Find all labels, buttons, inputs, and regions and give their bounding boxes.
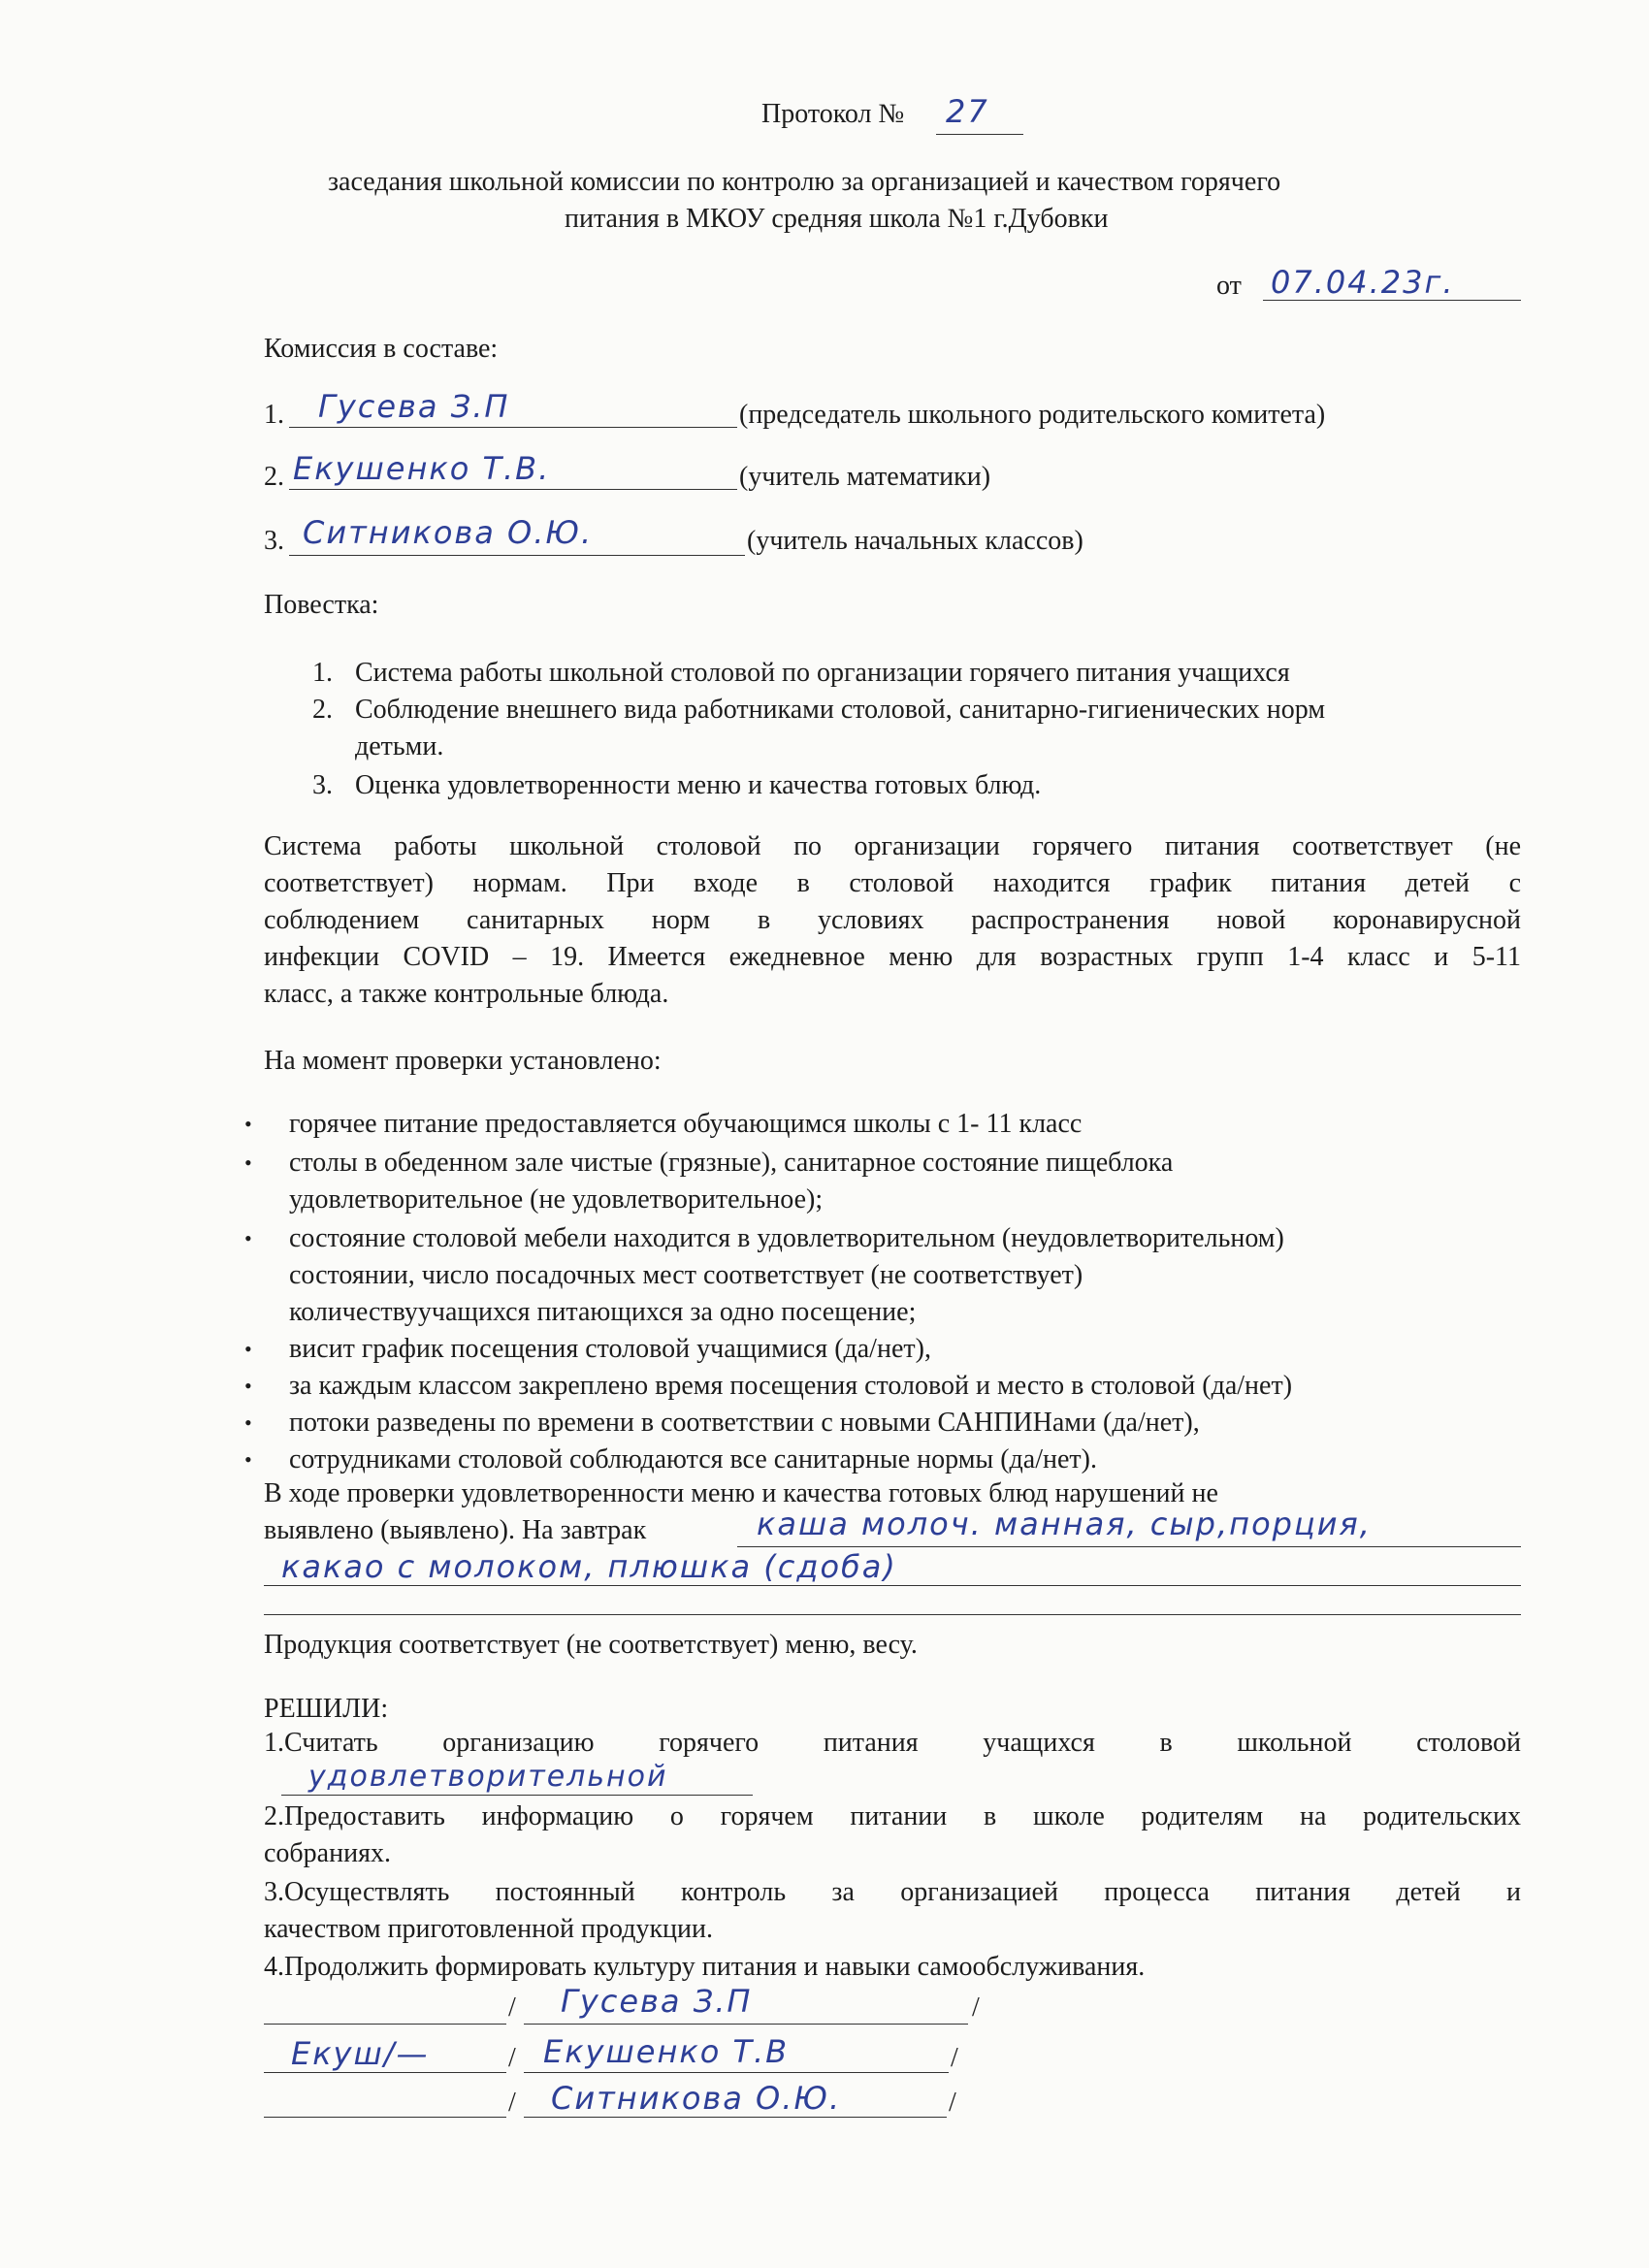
inspection-bullet-2-line-2: удовлетворительное (не удовлетворительное); (289, 1184, 824, 1215)
protocol-title (761, 97, 904, 132)
protocol-number: 27 (946, 93, 989, 130)
agenda-item-1-num: 1. (312, 658, 333, 688)
member-1-name: Гусева З.П (318, 388, 510, 425)
breakfast-handwritten-2: какао с молоком, плюшка (сдоба) (281, 1548, 897, 1585)
system-paragraph-line-4: инфекции COVID – 19. Имеется ежедневное меню для возрастных групп 1-4 класс и 5-11 (264, 942, 1521, 972)
inspection-bullet-3 (289, 1220, 1292, 1331)
system-paragraph-line-2: соответствует) нормам. При входе в столовой находится график питания детей с (264, 868, 1521, 898)
protocol-date: 07.04.23г. (1271, 264, 1455, 301)
agenda-item-1-text: Система работы школьной столовой по организации горячего питания учащихся (355, 658, 1290, 688)
inspection-bullet-4 (289, 1331, 1292, 1368)
decision-item-4: 4.Продолжить формировать культуру питания и навыки самообслуживания. (264, 1952, 1146, 1982)
member-1-num: 1. (264, 400, 284, 430)
inspection-bullet-1-line-1: горячее питание предоставляется обучающимся школы с 1- 11 класс (289, 1109, 1083, 1139)
system-paragraph-line-3: соблюдением санитарных норм в условиях распространения новой коронавирусной (264, 905, 1521, 935)
signature-1-sign-line (264, 2024, 506, 2025)
inspection-bullet-3-line-3: количествуучащихся питающихся за одно посещение; (289, 1297, 917, 1327)
product-line: Продукция соответствует (не соответствует) меню, весу. (264, 1630, 918, 1660)
decision-item-2-line-2: собраниях. (264, 1838, 391, 1868)
decision-heading: РЕШИЛИ: (264, 1694, 389, 1724)
agenda-item-2-text: Соблюдение внешнего вида работниками столовой, санитарно-гигиенических норм (355, 695, 1326, 725)
decision-item-3 (264, 1874, 1521, 1948)
inspection-bullet-2 (289, 1145, 1292, 1218)
inspection-bullet-6 (289, 1405, 1292, 1442)
member-2-line (289, 489, 737, 490)
signature-3-name: Ситникова О.Ю. (551, 2080, 842, 2117)
decision-item-2 (264, 1798, 1521, 1872)
system-paragraph-line-1: Система работы школьной столовой по организации горячего питания соответствует (не (264, 831, 1521, 861)
agenda-item-3 (312, 768, 1041, 803)
inspection-bullet-1 (289, 1106, 1292, 1143)
decision-item-3-line-1: 3.Осуществлять постоянный контроль за организацией процесса питания детей и (264, 1877, 1521, 1907)
signature-1-slash-end: / (972, 1993, 980, 2023)
inspection-bullet-5-line-1: за каждым классом закреплено время посещения столовой и место в столовой (да/нет) (289, 1371, 1293, 1401)
agenda-item-2-num: 2. (312, 695, 333, 725)
protocol-subtitle-1: заседания школьной комиссии по контролю за организацией и качеством горячего (328, 167, 1281, 197)
inspection-bullet-3-line-2: состоянии, число посадочных мест соответствует (не соответствует) (289, 1260, 1083, 1290)
inspection-bullets (289, 1106, 1292, 1478)
breakfast-handwritten-1: каша молоч. манная, сыр,порция, (757, 1506, 1372, 1542)
inspection-bullet-6-line-1: потоки разведены по времени в соответствии с новыми САНПИНами (да/нет), (289, 1408, 1200, 1438)
signature-3-sign-line (264, 2117, 506, 2118)
date-prefix: от (1216, 271, 1242, 301)
signature-1-slash: / (508, 1993, 516, 2023)
signature-1-name-line (524, 2024, 968, 2025)
decision-item-1-hand: удовлетворительной (308, 1760, 668, 1794)
member-3-name: Ситникова О.Ю. (303, 514, 594, 551)
member-2-num: 2. (264, 462, 284, 492)
inspection-bullet-4-line-1: висит график посещения столовой учащимися (да/нет), (289, 1334, 931, 1364)
signature-2-slash-end: / (951, 2043, 958, 2073)
agenda-item-2-cont: детьми. (355, 731, 444, 761)
decision-item-2-line-1: 2.Предоставить информацию о горячем питании в школе родителям на родительских (264, 1801, 1521, 1831)
signature-1-name: Гусева З.П (561, 1983, 753, 2020)
protocol-title-prefix: Протокол № (761, 99, 905, 129)
breakfast-line-2 (264, 1585, 1521, 1586)
agenda-item-3-num: 3. (312, 770, 333, 800)
signature-3-slash: / (508, 2088, 516, 2118)
signature-2-name: Екушенко Т.В (543, 2033, 790, 2070)
inspection-bullet-2-line-1: столы в обеденном зале чистые (грязные), санитарное состояние пищеблока (289, 1148, 1174, 1178)
member-3-role: (учитель начальных классов) (747, 526, 1083, 556)
agenda-item-3-text: Оценка удовлетворенности меню и качества готовых блюд. (355, 770, 1042, 800)
decision-item-1-text: 1.Считать организацию горячего питания учащихся в школьной столовой (264, 1728, 1521, 1758)
member-2-name: Екушенко Т.В. (293, 450, 551, 487)
breakfast-line-3 (264, 1614, 1521, 1615)
breakfast-line-1 (737, 1546, 1521, 1547)
inspection-bullet-3-line-1: состояние столовой мебели находится в удовлетворительном (неудовлетворительном) (289, 1223, 1284, 1253)
signature-3-name-line (524, 2117, 947, 2118)
signature-2-name-line (524, 2072, 949, 2073)
signature-2-sign-line (264, 2072, 506, 2073)
decision-item-3-line-2: качеством приготовленной продукции. (264, 1914, 714, 1944)
menu-check-line-1: В ходе проверки удовлетворенности меню и качества готовых блюд нарушений не (264, 1478, 1218, 1508)
inspection-heading: На момент проверки установлено: (264, 1046, 662, 1076)
signature-2-sign: Екуш/— (291, 2035, 430, 2072)
protocol-number-line (936, 134, 1023, 135)
inspection-bullet-5 (289, 1368, 1292, 1405)
member-1-line (289, 427, 737, 428)
system-paragraph (264, 828, 1521, 1013)
menu-check-line-2: выявлено (выявлено). На завтрак (264, 1515, 647, 1545)
inspection-bullet-7-line-1: сотрудниками столовой соблюдаются все санитарные нормы (да/нет). (289, 1444, 1097, 1474)
decision-item-1-line (281, 1795, 753, 1796)
commission-heading: Комиссия в составе: (264, 334, 499, 364)
date-line (1263, 300, 1521, 301)
member-1-role: (председатель школьного родительского комитета) (739, 400, 1326, 430)
inspection-bullet-7 (289, 1442, 1292, 1478)
agenda-heading: Повестка: (264, 590, 379, 620)
protocol-subtitle-2: питания в МКОУ средняя школа №1 г.Дубовки (565, 204, 1109, 234)
system-paragraph-line-5: класс, а также контрольные блюда. (264, 979, 669, 1009)
member-3-num: 3. (264, 526, 284, 556)
member-2-role: (учитель математики) (739, 462, 991, 492)
agenda-item-1 (312, 656, 1290, 691)
signature-2-slash: / (508, 2043, 516, 2073)
signature-3-slash-end: / (949, 2088, 956, 2118)
decision-item-1 (264, 1725, 1521, 1762)
agenda-item-2 (312, 693, 1325, 728)
member-3-line (289, 555, 745, 556)
